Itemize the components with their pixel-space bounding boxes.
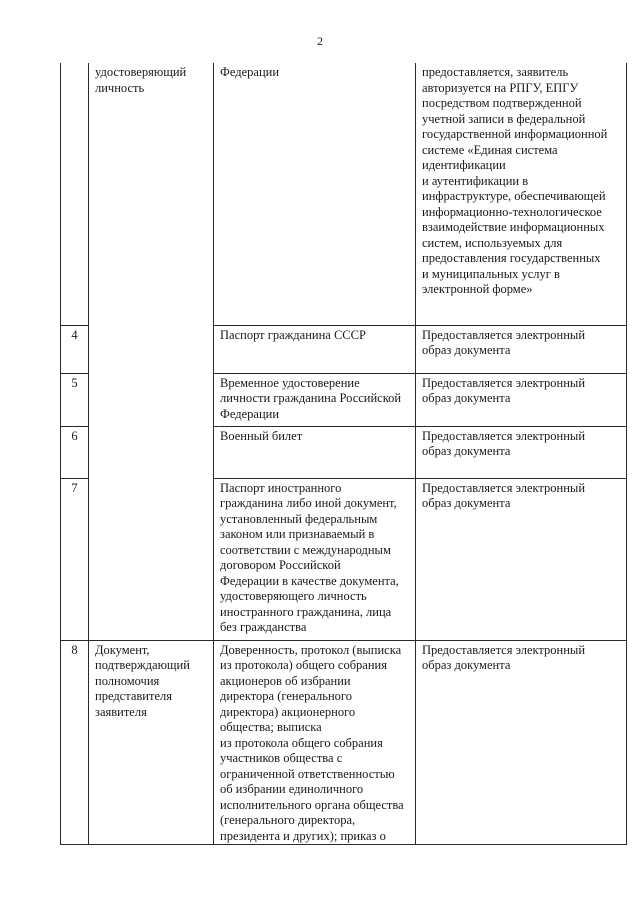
requirement-cell [416,640,627,845]
row-number-cell [61,63,89,325]
document-name-text: Временное удостоверение личности гражданина Российской Федерации [220,375,402,421]
table-row [61,640,627,845]
requirement-cell [416,373,627,426]
requirement-text: Предоставляется электронный образ документа [422,428,586,458]
requirement-cell [416,63,627,325]
document-type-text: удостоверяющий личность [95,65,187,95]
document-name-text: Доверенность, протокол (выписка из протокола) общего собрания акционеров об избрании директора (генерального директора) акционерного общества; выписка из протокола общего собрания участников общества с ограниченной ответственностью об избрании единоличного исполнительного органа общества (генерального директора, президента и других); приказ о [220,642,404,843]
table-row [61,63,627,325]
document-name-cell [214,373,416,426]
row-number-cell: 7 [61,478,89,640]
row-number-cell: 6 [61,426,89,478]
document-name-text: Паспорт гражданина СССР [220,327,366,342]
document-name-cell [214,63,416,325]
document-name-text: Федерации [220,65,280,79]
document-type-text: Документ, подтверждающий полномочия представителя заявителя [95,642,190,719]
requirement-cell [416,325,627,373]
requirement-text: предоставляется, заявитель авторизуется на РПГУ, ЕПГУ посредством подтвержденной учетной записи в федеральной государственной информационной системе «Единая система идентификации и аутентификации в инфраструктуре, обеспечивающей информационно-технологическое взаимодействие информационных систем, используемых для предоставления государственных и муниципальных услуг в электронной форме» [422,65,608,296]
document-name-cell [214,640,416,845]
row-number-cell: 8 [61,640,89,845]
document-name-text: Паспорт иностранного гражданина либо иной документ, установленный федеральным законом или признаваемый в соответствии с международным договором Российской Федерации в качестве документа, удостоверяющего личность иностранного гражданина, лица без гражданства [220,480,399,634]
requirement-text: Предоставляется электронный образ документа [422,480,586,510]
requirement-text: Предоставляется электронный образ документа [422,375,586,405]
row-number-cell: 5 [61,373,89,426]
page-number: 2 [317,34,323,48]
document-type-cell [89,640,214,845]
document-name-cell [214,325,416,373]
document-name-cell [214,426,416,478]
document-name-text: Военный билет [220,428,303,443]
row-number-cell: 4 [61,325,89,373]
requirement-text: Предоставляется электронный образ документа [422,642,586,672]
requirement-cell [416,478,627,640]
documents-table [60,63,627,845]
requirement-text: Предоставляется электронный образ документа [422,327,586,357]
document-name-cell [214,478,416,640]
document-type-cell [89,63,214,640]
requirement-cell [416,426,627,478]
